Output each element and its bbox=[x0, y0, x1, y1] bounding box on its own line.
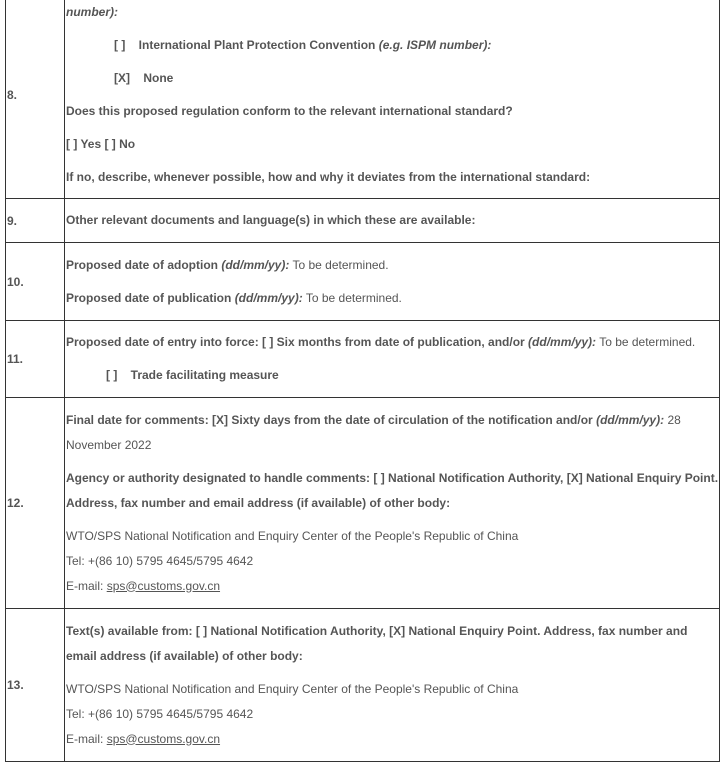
final-date-label: Final date for comments: [X] Sixty days from the date of circulation of the notification and/or bbox=[66, 412, 593, 427]
telephone: Tel: +(86 10) 5795 4645/5795 4642 bbox=[66, 553, 254, 568]
text-available-line-2: email address (if available) of other body: bbox=[66, 648, 303, 663]
final-date-line bbox=[66, 408, 719, 433]
telephone: Tel: +(86 10) 5795 4645/5795 4642 bbox=[66, 706, 254, 721]
agency-address-label: Address, fax number and email address (if available) of other body: bbox=[66, 495, 451, 510]
ippc-option bbox=[66, 33, 719, 58]
email-label: E-mail: bbox=[66, 731, 104, 746]
entry-into-force-format: (dd/mm/yy): bbox=[528, 335, 597, 349]
yes-no-options[interactable]: [ ] Yes [ ] No bbox=[66, 136, 136, 151]
deviation-question: If no, describe, whenever possible, how and why it deviates from the international standard: bbox=[66, 169, 591, 184]
row-8 bbox=[6, 0, 720, 199]
email-link[interactable]: sps@customs.gov.cn bbox=[106, 731, 221, 746]
row-number: 9. bbox=[6, 199, 65, 243]
email-line bbox=[66, 574, 719, 599]
final-date-value-day: 28 bbox=[667, 412, 681, 427]
trade-facilitating-checkbox[interactable]: [ ] bbox=[106, 368, 118, 382]
entry-into-force-value: To be determined. bbox=[599, 335, 696, 349]
row-12 bbox=[6, 398, 720, 609]
email-link[interactable]: sps@customs.gov.cn bbox=[106, 578, 221, 593]
adoption-date-format: (dd/mm/yy): bbox=[221, 257, 290, 272]
publication-date-format: (dd/mm/yy): bbox=[234, 290, 303, 305]
none-option bbox=[66, 66, 719, 91]
row-content bbox=[65, 199, 720, 243]
publication-date-line bbox=[66, 286, 719, 311]
entry-into-force-label: Proposed date of entry into force: [ ] Six months from date of publication, and/or bbox=[66, 335, 525, 349]
row-13 bbox=[6, 609, 720, 762]
final-date-value-rest: November 2022 bbox=[66, 437, 152, 452]
publication-date-value: To be determined. bbox=[305, 290, 402, 305]
row-content bbox=[65, 243, 720, 321]
center-name: WTO/SPS National Notification and Enquiry Center of the People's Republic of China bbox=[66, 681, 519, 696]
row-content bbox=[65, 321, 720, 398]
row-11 bbox=[6, 321, 720, 398]
row-number: 11. bbox=[6, 321, 65, 398]
text-available-line: Text(s) available from: [ ] National Notification Authority, [X] National Enquiry Point. Address, fax number and bbox=[66, 623, 688, 638]
row-number: 13. bbox=[6, 609, 65, 762]
row-content bbox=[65, 0, 720, 199]
none-checkbox[interactable]: [X] bbox=[114, 70, 130, 85]
row-9 bbox=[6, 199, 720, 243]
agency-line: Agency or authority designated to handle comments: [ ] National Notification Authority, [X] National Enquiry Point. bbox=[66, 470, 719, 485]
notification-form-table bbox=[5, 0, 720, 762]
ippc-checkbox[interactable]: [ ] bbox=[114, 37, 126, 52]
center-name: WTO/SPS National Notification and Enquiry Center of the People's Republic of China bbox=[66, 528, 519, 543]
standard-continuation: number): bbox=[66, 4, 118, 19]
trade-facilitating-label: Trade facilitating measure bbox=[130, 368, 279, 382]
row-number: 8. bbox=[6, 0, 65, 199]
row-content bbox=[65, 398, 720, 609]
none-label: None bbox=[143, 70, 174, 85]
adoption-date-line bbox=[66, 253, 719, 278]
conform-question: Does this proposed regulation conform to the relevant international standard? bbox=[66, 103, 513, 118]
ippc-example: (e.g. ISPM number): bbox=[378, 37, 492, 52]
ippc-label: International Plant Protection Convention bbox=[138, 37, 376, 52]
adoption-date-value: To be determined. bbox=[292, 257, 389, 272]
email-label: E-mail: bbox=[66, 578, 104, 593]
adoption-date-label: Proposed date of adoption bbox=[66, 257, 218, 272]
row-10 bbox=[6, 243, 720, 321]
row-content bbox=[65, 609, 720, 762]
entry-into-force-line bbox=[66, 330, 719, 355]
final-date-format: (dd/mm/yy): bbox=[596, 412, 665, 427]
row-number: 10. bbox=[6, 243, 65, 321]
email-line bbox=[66, 727, 719, 752]
other-documents-label: Other relevant documents and language(s) in which these are available: bbox=[66, 213, 476, 227]
publication-date-label: Proposed date of publication bbox=[66, 290, 232, 305]
row-number: 12. bbox=[6, 398, 65, 609]
trade-facilitating-option bbox=[66, 363, 719, 388]
